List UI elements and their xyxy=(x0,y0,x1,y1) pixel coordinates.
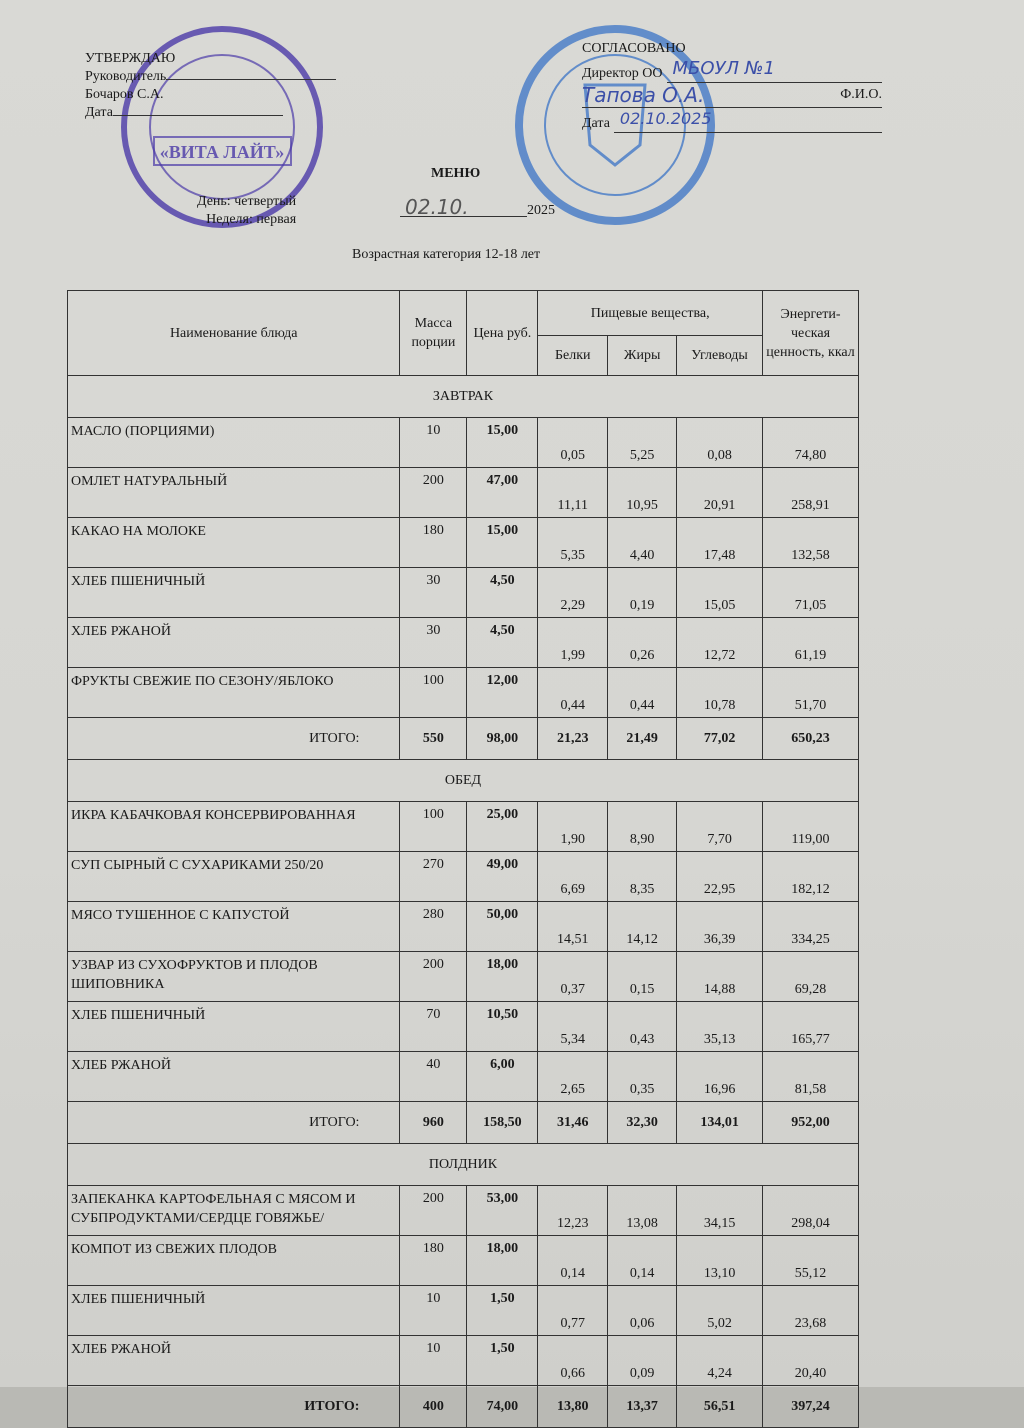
section-row xyxy=(68,376,859,418)
cell-fat: 0,15 xyxy=(608,952,677,1002)
cell-fat: 0,14 xyxy=(608,1236,677,1286)
cell-carbs: 5,02 xyxy=(677,1286,763,1336)
cell-dish-name: СУП СЫРНЫЙ С СУХАРИКАМИ 250/20 xyxy=(68,852,400,902)
total-cell: 158,50 xyxy=(467,1102,538,1144)
cell-price: 15,00 xyxy=(467,518,538,568)
cell-dish-name: УЗВАР ИЗ СУХОФРУКТОВ И ПЛОДОВ ШИПОВНИКА xyxy=(68,952,400,1002)
cell-protein: 5,34 xyxy=(538,1002,608,1052)
cell-carbs: 35,13 xyxy=(677,1002,763,1052)
section-title: ОБЕД xyxy=(68,760,859,802)
cell-fat: 5,25 xyxy=(608,418,677,468)
approver-role: Руководитель xyxy=(85,69,167,84)
total-cell: 13,80 xyxy=(538,1386,608,1428)
svg-text:«ВИТА ЛАЙТ»: «ВИТА ЛАЙТ» xyxy=(159,142,285,162)
header-price: Цена руб. xyxy=(467,291,538,376)
cell-dish-name: ХЛЕБ РЖАНОЙ xyxy=(68,1336,400,1386)
cell-protein: 1,90 xyxy=(538,802,608,852)
cell-price: 53,00 xyxy=(467,1186,538,1236)
agree-date-label: Дата xyxy=(582,116,610,131)
cell-price: 12,00 xyxy=(467,668,538,718)
cell-energy: 20,40 xyxy=(763,1336,859,1386)
cell-energy: 334,25 xyxy=(763,902,859,952)
cell-fat: 10,95 xyxy=(608,468,677,518)
cell-dish-name: ЗАПЕКАНКА КАРТОФЕЛЬНАЯ С МЯСОМ И СУБПРОДУКТАМИ/СЕРДЦЕ ГОВЯЖЬЕ/ xyxy=(68,1186,400,1236)
cell-mass: 70 xyxy=(400,1002,467,1052)
total-cell: ИТОГО: xyxy=(68,1386,400,1428)
cell-protein: 2,29 xyxy=(538,568,608,618)
cell-dish-name: МЯСО ТУШЕННОЕ С КАПУСТОЙ xyxy=(68,902,400,952)
total-cell: 77,02 xyxy=(677,718,763,760)
agree-role: Директор ОО xyxy=(582,66,663,81)
cell-energy: 119,00 xyxy=(763,802,859,852)
cell-carbs: 20,91 xyxy=(677,468,763,518)
header-carbs: Углеводы xyxy=(677,336,763,376)
menu-title: МЕНЮ xyxy=(431,166,481,181)
cell-protein: 0,77 xyxy=(538,1286,608,1336)
cell-price: 1,50 xyxy=(467,1286,538,1336)
cell-fat: 4,40 xyxy=(608,518,677,568)
total-cell: 98,00 xyxy=(467,718,538,760)
cell-fat: 14,12 xyxy=(608,902,677,952)
cell-carbs: 10,78 xyxy=(677,668,763,718)
table-row xyxy=(68,1336,859,1386)
cell-fat: 0,44 xyxy=(608,668,677,718)
week-label: Неделя: первая xyxy=(206,212,297,227)
total-row xyxy=(68,1102,859,1144)
cell-mass: 40 xyxy=(400,1052,467,1102)
cell-dish-name: ХЛЕБ ПШЕНИЧНЫЙ xyxy=(68,1002,400,1052)
table-row xyxy=(68,1236,859,1286)
total-cell: 397,24 xyxy=(763,1386,859,1428)
total-cell: 21,23 xyxy=(538,718,608,760)
menu-table xyxy=(67,290,859,1428)
cell-energy: 81,58 xyxy=(763,1052,859,1102)
cell-carbs: 34,15 xyxy=(677,1186,763,1236)
section-title: ЗАВТРАК xyxy=(68,376,859,418)
approver-name: Бочаров С.А. xyxy=(85,87,164,102)
handwritten-name: Тапова О.А. xyxy=(582,83,705,107)
cell-carbs: 15,05 xyxy=(677,568,763,618)
total-cell: 74,00 xyxy=(467,1386,538,1428)
cell-protein: 0,66 xyxy=(538,1336,608,1386)
total-cell: ИТОГО: xyxy=(68,1102,400,1144)
cell-mass: 10 xyxy=(400,1336,467,1386)
day-week xyxy=(197,193,296,229)
cell-energy: 69,28 xyxy=(763,952,859,1002)
cell-protein: 1,99 xyxy=(538,618,608,668)
table-row xyxy=(68,902,859,952)
cell-fat: 13,08 xyxy=(608,1186,677,1236)
handwritten-org: МБОУЛ №1 xyxy=(672,58,775,79)
menu-year: 2025 xyxy=(527,203,555,218)
cell-fat: 0,35 xyxy=(608,1052,677,1102)
cell-carbs: 4,24 xyxy=(677,1336,763,1386)
cell-mass: 180 xyxy=(400,518,467,568)
fio-label: Ф.И.О. xyxy=(840,87,882,102)
header-name: Наименование блюда xyxy=(68,291,400,376)
table-row xyxy=(68,802,859,852)
total-cell: 134,01 xyxy=(677,1102,763,1144)
total-cell: 56,51 xyxy=(677,1386,763,1428)
agree-title: СОГЛАСОВАНО xyxy=(582,41,686,56)
table-row xyxy=(68,518,859,568)
table-row xyxy=(68,668,859,718)
approve-title: УТВЕРЖДАЮ xyxy=(85,51,176,66)
table-row xyxy=(68,618,859,668)
cell-fat: 8,90 xyxy=(608,802,677,852)
total-cell: 960 xyxy=(400,1102,467,1144)
cell-price: 15,00 xyxy=(467,418,538,468)
cell-protein: 12,23 xyxy=(538,1186,608,1236)
cell-mass: 100 xyxy=(400,802,467,852)
cell-protein: 0,05 xyxy=(538,418,608,468)
cell-price: 18,00 xyxy=(467,1236,538,1286)
cell-mass: 180 xyxy=(400,1236,467,1286)
day-label: День: четвертый xyxy=(197,194,297,209)
cell-protein: 0,44 xyxy=(538,668,608,718)
cell-energy: 55,12 xyxy=(763,1236,859,1286)
cell-mass: 10 xyxy=(400,418,467,468)
total-cell: 31,46 xyxy=(538,1102,608,1144)
table-row xyxy=(68,952,859,1002)
cell-dish-name: ИКРА КАБАЧКОВАЯ КОНСЕРВИРОВАННАЯ xyxy=(68,802,400,852)
cell-carbs: 13,10 xyxy=(677,1236,763,1286)
total-cell: 550 xyxy=(400,718,467,760)
header-protein: Белки xyxy=(538,336,608,376)
cell-energy: 61,19 xyxy=(763,618,859,668)
cell-energy: 132,58 xyxy=(763,518,859,568)
total-cell: 650,23 xyxy=(763,718,859,760)
approve-date-label: Дата xyxy=(85,105,113,120)
cell-energy: 71,05 xyxy=(763,568,859,618)
cell-price: 6,00 xyxy=(467,1052,538,1102)
total-cell: 32,30 xyxy=(608,1102,677,1144)
cell-fat: 0,26 xyxy=(608,618,677,668)
cell-price: 47,00 xyxy=(467,468,538,518)
cell-mass: 280 xyxy=(400,902,467,952)
total-cell: 952,00 xyxy=(763,1102,859,1144)
cell-price: 4,50 xyxy=(467,618,538,668)
table-row xyxy=(68,568,859,618)
cell-carbs: 12,72 xyxy=(677,618,763,668)
cell-dish-name: МАСЛО (ПОРЦИЯМИ) xyxy=(68,418,400,468)
total-row xyxy=(68,1386,859,1428)
menu-date-handwritten: 02.10. xyxy=(400,198,527,217)
cell-energy: 23,68 xyxy=(763,1286,859,1336)
cell-dish-name: КАКАО НА МОЛОКЕ xyxy=(68,518,400,568)
table-row xyxy=(68,1002,859,1052)
table-row xyxy=(68,852,859,902)
cell-dish-name: ХЛЕБ РЖАНОЙ xyxy=(68,1052,400,1102)
cell-mass: 200 xyxy=(400,468,467,518)
cell-protein: 14,51 xyxy=(538,902,608,952)
cell-mass: 270 xyxy=(400,852,467,902)
cell-carbs: 17,48 xyxy=(677,518,763,568)
total-cell: 13,37 xyxy=(608,1386,677,1428)
cell-fat: 0,19 xyxy=(608,568,677,618)
cell-carbs: 7,70 xyxy=(677,802,763,852)
total-cell: 21,49 xyxy=(608,718,677,760)
total-cell: 400 xyxy=(400,1386,467,1428)
table-row xyxy=(68,1186,859,1236)
cell-energy: 165,77 xyxy=(763,1002,859,1052)
header-nutrients: Пищевые вещества, xyxy=(538,291,763,336)
cell-energy: 298,04 xyxy=(763,1186,859,1236)
table-row xyxy=(68,1052,859,1102)
cell-carbs: 22,95 xyxy=(677,852,763,902)
table-row xyxy=(68,468,859,518)
agreement-block xyxy=(582,40,882,133)
cell-energy: 182,12 xyxy=(763,852,859,902)
cell-dish-name: ХЛЕБ ПШЕНИЧНЫЙ xyxy=(68,1286,400,1336)
cell-price: 4,50 xyxy=(467,568,538,618)
header-mass: Масса порции xyxy=(400,291,467,376)
cell-dish-name: ФРУКТЫ СВЕЖИЕ ПО СЕЗОНУ/ЯБЛОКО xyxy=(68,668,400,718)
cell-mass: 10 xyxy=(400,1286,467,1336)
cell-mass: 200 xyxy=(400,1186,467,1236)
section-row xyxy=(68,760,859,802)
cell-carbs: 0,08 xyxy=(677,418,763,468)
age-category: Возрастная категория 12-18 лет xyxy=(352,247,541,262)
cell-carbs: 16,96 xyxy=(677,1052,763,1102)
approval-block xyxy=(85,50,336,122)
cell-price: 18,00 xyxy=(467,952,538,1002)
cell-mass: 30 xyxy=(400,618,467,668)
cell-protein: 6,69 xyxy=(538,852,608,902)
cell-dish-name: КОМПОТ ИЗ СВЕЖИХ ПЛОДОВ xyxy=(68,1236,400,1286)
cell-fat: 0,06 xyxy=(608,1286,677,1336)
table-row xyxy=(68,1286,859,1336)
cell-protein: 2,65 xyxy=(538,1052,608,1102)
cell-fat: 0,09 xyxy=(608,1336,677,1386)
table-row xyxy=(68,418,859,468)
section-title: ПОЛДНИК xyxy=(68,1144,859,1186)
cell-protein: 5,35 xyxy=(538,518,608,568)
cell-carbs: 36,39 xyxy=(677,902,763,952)
cell-energy: 74,80 xyxy=(763,418,859,468)
section-row xyxy=(68,1144,859,1186)
cell-mass: 100 xyxy=(400,668,467,718)
cell-price: 49,00 xyxy=(467,852,538,902)
cell-price: 10,50 xyxy=(467,1002,538,1052)
cell-fat: 0,43 xyxy=(608,1002,677,1052)
cell-price: 25,00 xyxy=(467,802,538,852)
cell-energy: 258,91 xyxy=(763,468,859,518)
cell-fat: 8,35 xyxy=(608,852,677,902)
cell-price: 50,00 xyxy=(467,902,538,952)
cell-carbs: 14,88 xyxy=(677,952,763,1002)
cell-mass: 30 xyxy=(400,568,467,618)
total-row xyxy=(68,718,859,760)
header-energy: Энергети-ческая ценность, ккал xyxy=(763,291,859,376)
cell-energy: 51,70 xyxy=(763,668,859,718)
cell-price: 1,50 xyxy=(467,1336,538,1386)
cell-protein: 0,37 xyxy=(538,952,608,1002)
cell-protein: 0,14 xyxy=(538,1236,608,1286)
total-cell: ИТОГО: xyxy=(68,718,400,760)
handwritten-date: 02.10.2025 xyxy=(619,109,712,128)
cell-dish-name: ХЛЕБ РЖАНОЙ xyxy=(68,618,400,668)
header-fat: Жиры xyxy=(608,336,677,376)
cell-dish-name: ХЛЕБ ПШЕНИЧНЫЙ xyxy=(68,568,400,618)
cell-mass: 200 xyxy=(400,952,467,1002)
cell-dish-name: ОМЛЕТ НАТУРАЛЬНЫЙ xyxy=(68,468,400,518)
cell-protein: 11,11 xyxy=(538,468,608,518)
